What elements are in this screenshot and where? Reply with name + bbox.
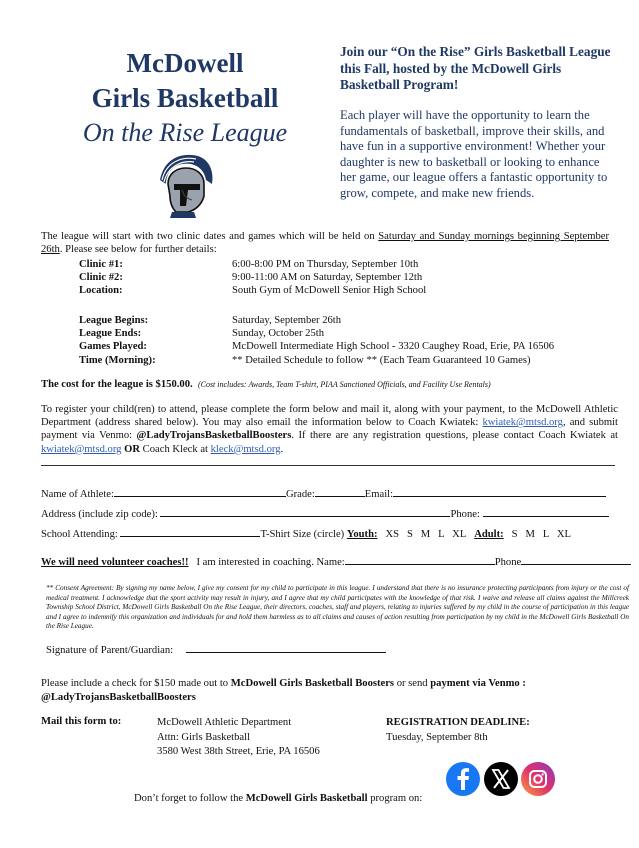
volunteer-heading: We will need volunteer coaches!! xyxy=(41,557,189,568)
mail-line2: Attn: Girls Basketball xyxy=(157,731,250,743)
deadline-label: REGISTRATION DEADLINE: xyxy=(386,717,530,728)
phone-field[interactable] xyxy=(483,506,609,517)
league-row xyxy=(79,327,554,340)
registration-text3: . If there are any registration questions, please contact Coach Kwiatek at xyxy=(291,430,618,442)
league-value: ** Detailed Schedule to follow ** (Each Team Guaranteed 10 Games) xyxy=(232,354,531,366)
adult-label: Adult: xyxy=(474,529,504,540)
schedule-row xyxy=(79,284,426,297)
title-line-1: McDowell xyxy=(126,48,244,78)
intro-part2: . Please see below for further details: xyxy=(59,243,217,255)
league-schedule xyxy=(79,314,554,367)
address-row xyxy=(41,506,609,520)
mail-label: Mail this form to: xyxy=(41,716,122,727)
consent-agreement: ** Consent Agreement: By signing my name below, I give my consent for my child to participate in this league. I understand that there is no insurance protecting participants from injury or the cost of medical treatment. I acknowledge that the sport activity may result in injury, and I agree that my child participates with the knowledge of that risk. I waive and release all claims against the Millcreek Township School District, McDowell Girls Basketball On the Rise League, their directors, coaches, staff and players, relating to injuries suffered by my child in the course of participation in this league and I agree to indemnify this organization and individuals for and hold them harmless as to all claims and causes of action resulting from participation by my child in the McDowell Girls Basketball On the Rise League. xyxy=(46,584,629,631)
league-value: Sunday, October 25th xyxy=(232,328,324,340)
youth-label: Youth: xyxy=(346,529,378,540)
mail-line3: 3580 West 38th Street, Erie, PA 16506 xyxy=(157,746,320,757)
instagram-icon[interactable] xyxy=(521,762,555,796)
promo-body: Each player will have the opportunity to learn the fundamentals of basketball, improve their skills, and have fun in a supportive environment! Whether your daughter is new to basketball or looking to enhance her game, our league offers a fantastic opportunity to grow, compete, and make new friends. xyxy=(340,108,608,200)
league-label: League Begins: xyxy=(79,315,149,326)
registration-end: . xyxy=(280,443,284,455)
volunteer-name-field[interactable] xyxy=(345,554,495,565)
footer-program: McDowell Girls Basketball xyxy=(245,793,368,804)
schedule-label: Clinic #2: xyxy=(79,272,123,284)
league-value: Saturday, September 26th xyxy=(232,315,342,326)
kwiatek-email-link[interactable]: kwiatek@mtsd.org xyxy=(482,417,563,429)
footer-text1: Don’t forget to follow the xyxy=(134,793,246,804)
payment-text1: Please include a check for $150 made out to xyxy=(41,678,231,689)
athlete-row xyxy=(41,486,606,500)
payment-text xyxy=(41,677,621,705)
school-row xyxy=(41,526,571,540)
intro-underlined: Saturday and Sunday mornings beginning September 26th xyxy=(41,231,609,255)
payment-text2: or send xyxy=(394,678,431,689)
clinic-schedule xyxy=(79,258,426,298)
venmo-handle: @LadyTrojansBasketballBoosters xyxy=(136,430,292,442)
registration-text4: Coach Kleck at xyxy=(142,443,211,455)
registration-or: OR xyxy=(121,443,143,455)
schedule-value: South Gym of McDowell Senior High School xyxy=(232,285,427,297)
payment-payee: McDowell Girls Basketball Boosters xyxy=(230,678,395,689)
address-label: Address (include zip code): xyxy=(41,509,158,520)
athlete-name-field[interactable] xyxy=(114,486,286,497)
registration-deadline xyxy=(386,716,530,745)
league-row xyxy=(79,340,554,353)
league-label: Time (Morning): xyxy=(79,354,156,366)
league-label: League Ends: xyxy=(79,328,142,340)
cost-note: (Cost includes: Awards, Team T-shirt, PIAA Sanctioned Officials, and Facility Use Rentals) xyxy=(197,380,491,389)
intro-text xyxy=(41,231,609,256)
volunteer-phone-label: Phone xyxy=(494,557,522,568)
schedule-row xyxy=(79,258,426,271)
schedule-row xyxy=(79,271,426,284)
trojan-helmet-icon xyxy=(152,150,218,220)
volunteer-phone-field[interactable] xyxy=(521,554,631,565)
facebook-icon[interactable] xyxy=(446,762,480,796)
youth-sizes[interactable]: XS S M L XL xyxy=(385,529,467,540)
schedule-value: 9:00-11:00 AM on Saturday, September 12th xyxy=(232,272,423,284)
grade-label: Grade: xyxy=(285,489,315,500)
x-twitter-icon[interactable] xyxy=(484,762,518,796)
mail-line1: McDowell Athletic Department xyxy=(157,717,292,728)
signature-field[interactable] xyxy=(186,642,386,653)
intro-part1: The league will start with two clinic dates and games which will be held on xyxy=(41,231,379,242)
deadline-value: Tuesday, September 8th xyxy=(386,731,488,743)
schedule-label: Clinic #1: xyxy=(79,259,123,270)
registration-text xyxy=(41,403,618,456)
registration-text2: , and submit payment via Venmo: xyxy=(41,417,619,442)
league-value: McDowell Intermediate High School - 3320 Caughey Road, Erie, PA 16506 xyxy=(232,341,555,353)
athlete-label: Name of Athlete: xyxy=(41,489,114,500)
title-line-3: On the Rise League xyxy=(82,118,288,147)
kleck-email-link[interactable]: kleck@mtsd.org xyxy=(210,443,281,455)
kwiatek-email-link-2[interactable]: kwiatek@mtsd.org xyxy=(41,443,122,455)
league-label: Games Played: xyxy=(79,341,147,353)
volunteer-row xyxy=(41,554,631,568)
footer-text2: program on: xyxy=(367,793,423,804)
title-line-2: Girls Basketball xyxy=(91,83,279,113)
promo-heading: Join our “On the Rise” Girls Basketball League this Fall, hosted by the McDowell Girls Basketball Program! xyxy=(340,44,611,92)
schedule-label: Location: xyxy=(79,285,123,297)
email-label: Email: xyxy=(364,489,394,500)
league-row xyxy=(79,354,554,367)
school-field[interactable] xyxy=(120,526,260,537)
divider xyxy=(41,465,615,466)
adult-sizes[interactable]: S M L XL xyxy=(511,529,571,540)
cost-main: The cost for the league is $150.00. xyxy=(41,379,193,390)
payment-venmo-label: payment via Venmo : xyxy=(430,678,526,689)
signature-label: Signature of Parent/Guardian: xyxy=(46,645,174,656)
grade-field[interactable] xyxy=(315,486,365,497)
tshirt-label: T-Shirt Size (circle) xyxy=(260,529,345,540)
school-label: School Attending: xyxy=(41,529,118,540)
email-field[interactable] xyxy=(393,486,606,497)
payment-venmo-handle: @LadyTrojansBasketballBoosters xyxy=(41,692,196,703)
schedule-value: 6:00-8:00 PM on Thursday, September 10th xyxy=(232,259,419,270)
cost-line xyxy=(41,379,491,390)
volunteer-text: I am interested in coaching. Name: xyxy=(196,557,345,568)
phone-label: Phone: xyxy=(450,509,480,520)
signature-row xyxy=(46,642,386,656)
address-field[interactable] xyxy=(160,506,450,517)
mail-address xyxy=(157,716,320,760)
footer-text xyxy=(134,793,422,804)
league-row xyxy=(79,314,554,327)
registration-text1: To register your child(ren) to attend, please complete the form below and mail it, along with your payment, to the McDowell Athletic Department (address shared below). You may also email the information below to Coach Kwiatek: xyxy=(41,404,618,429)
